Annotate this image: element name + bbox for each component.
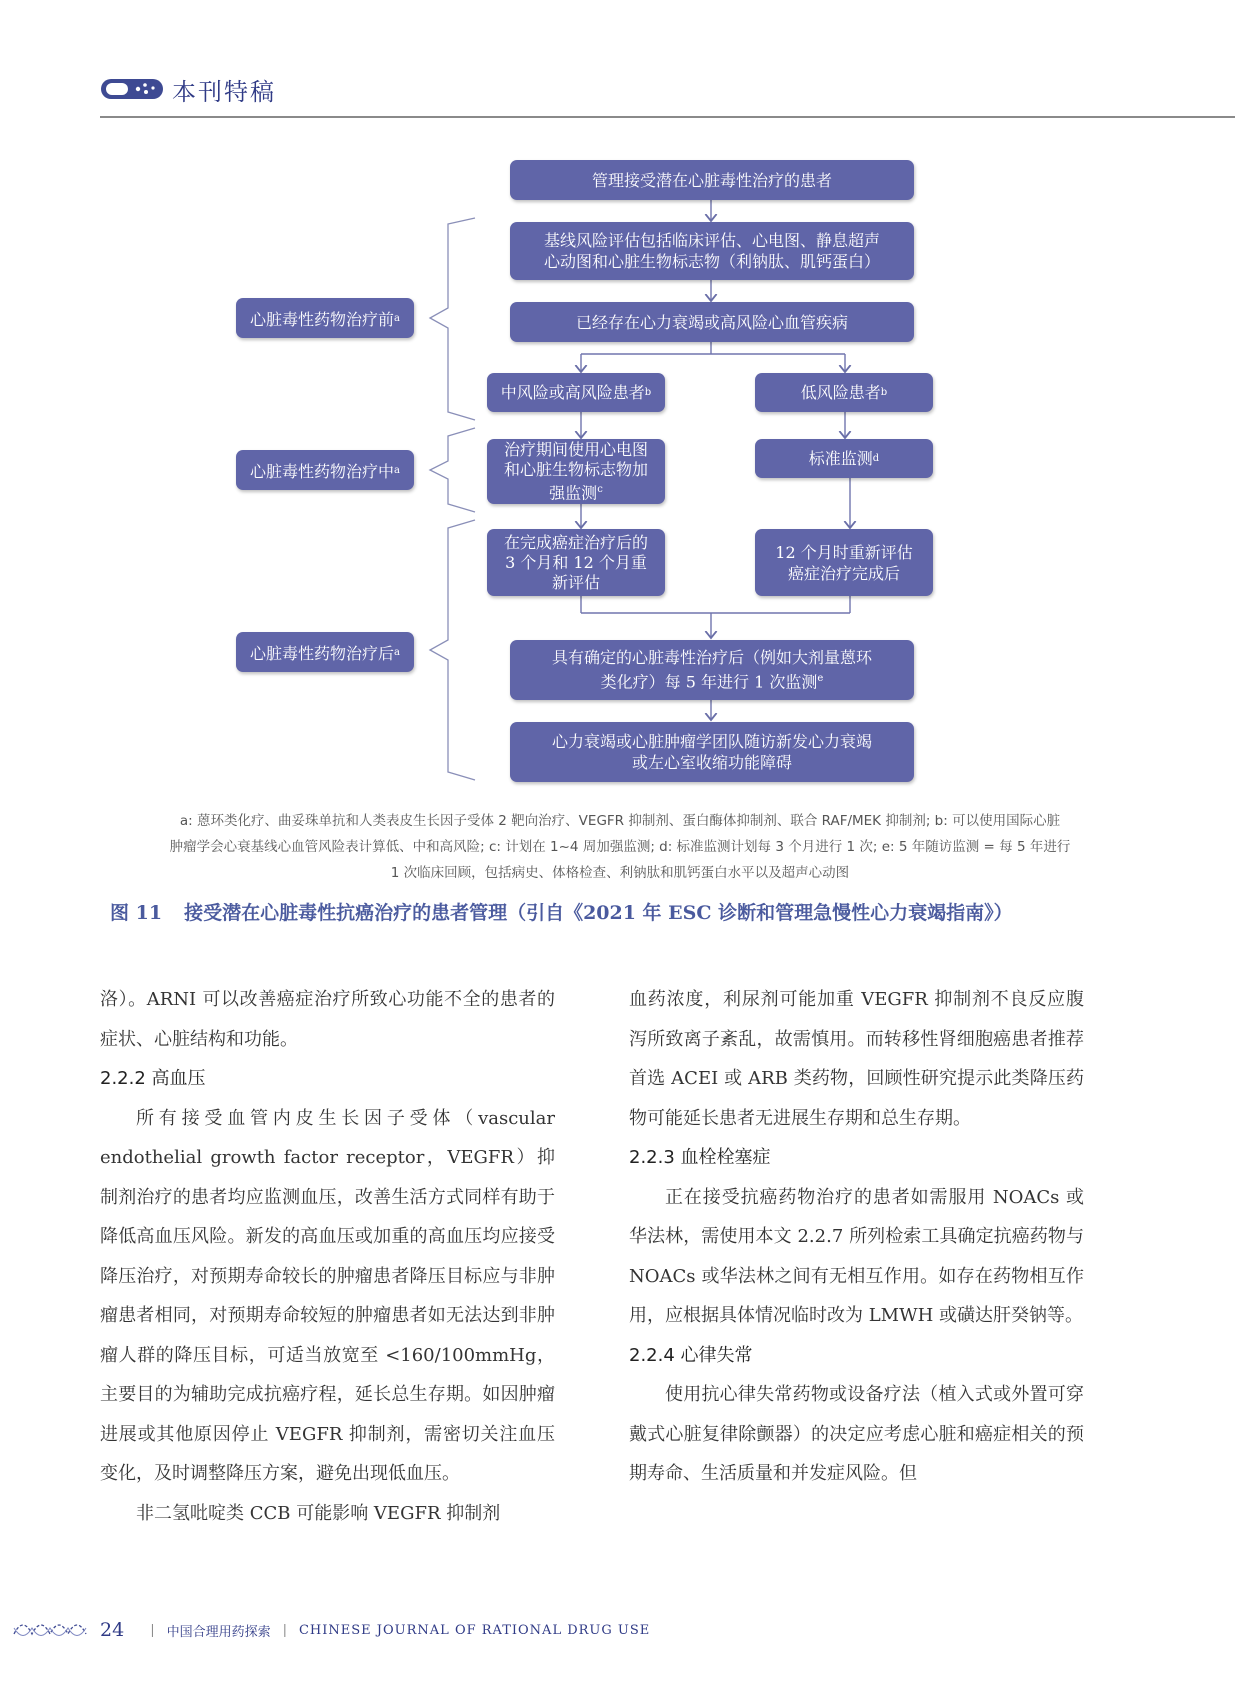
phase-after-label: 心脏毒性药物治疗后 a — [236, 632, 414, 672]
node-enhanced-monitoring: 治疗期间使用心电图 和心脏生物标志物加 强监测$^c$ — [487, 439, 665, 504]
paragraph: 血药浓度，利尿剂可能加重 VEGFR 抑制剂不良反应腹泻所致离子紊乱，故需慎用。而转移性肾细胞癌患者推荐首选 ACEI 或 ARB 类药物，回顾性研究提示此类降压药物可能延长患者无进展生存期和总生存期。 — [629, 989, 1084, 1129]
node-existing-hf: 已经存在心力衰竭或高风险心血管疾病 — [510, 302, 914, 342]
phase-after-sup: a — [394, 646, 400, 658]
figure-note-line-3: 1 次临床回顾，包括病史、体格检查、利钠肽和肌钙蛋白水平以及超声心动图 — [390, 865, 850, 881]
node-reassess-3-12-months: 在完成癌症治疗后的 3 个月和 12 个月重 新评估 — [487, 529, 665, 596]
paragraph: 洛）。ARNI 可以改善癌症治疗所致心功能不全的患者的症状、心脏结构和功能。 — [100, 989, 555, 1050]
paragraph: 正在接受抗癌药物治疗的患者如需服用 NOACs 或华法林，需使用本文 2.2.7 所列检索工具确定抗癌药物与 NOACs 或华法林之间有无相互作用。如存在药物相互作用，应根据具体情况临时改为 LMWH 或磺达肝癸钠等。 — [629, 1186, 1084, 1326]
node-manage-patients: 管理接受潜在心脏毒性治疗的患者 — [510, 160, 914, 200]
body-column-left — [100, 980, 555, 1533]
node-low-risk: 低风险患者 b — [755, 373, 933, 412]
footer-divider: | — [282, 1622, 287, 1638]
paragraph: 使用抗心律失常药物或设备疗法（植入式或外置可穿戴式心脏复律除颤器）的决定应考虑心脏和癌症相关的预期寿命、生活质量和并发症风险。但 — [629, 1384, 1084, 1484]
node-hf-team-followup: 心力衰竭或心脏肿瘤学团队随访新发心力衰竭 或左心室收缩功能障碍 — [510, 722, 914, 782]
page-number: 24 — [100, 1619, 125, 1641]
journal-name-en: CHINESE JOURNAL OF RATIONAL DRUG USE — [298, 1622, 651, 1638]
figure-note-line-1: a: 蒽环类化疗、曲妥珠单抗和人类表皮生长因子受体 2 靶向治疗、VEGFR 抑制剂、蛋白酶体抑制剂、联合 RAF/MEK 抑制剂; b: 可以使用国际心脏 — [179, 813, 1061, 829]
figure-number: 图 11 — [110, 902, 163, 924]
footer-divider: | — [150, 1622, 155, 1638]
section-heading-thromboembolism: 2.2.3 血栓栓塞症 — [629, 1147, 771, 1168]
wave-ornament-icon — [12, 1620, 92, 1640]
section-heading-hypertension: 2.2.2 高血压 — [100, 1068, 206, 1089]
figure-note — [100, 808, 1140, 886]
node-baseline-assessment: 基线风险评估包括临床评估、心电图、静息超声 心动图和心脏生物标志物（利钠肽、肌钙蛋白） — [510, 222, 914, 280]
node-medium-high-risk: 中风险或高风险患者 b — [487, 373, 665, 412]
section-title: 本刊特稿 — [172, 77, 276, 106]
figure-caption — [110, 898, 1013, 925]
body-column-right — [629, 980, 1084, 1494]
journal-name-cn: 中国合理用药探索 — [166, 1624, 271, 1640]
phase-during-label: 心脏毒性药物治疗中 a — [236, 450, 414, 490]
paragraph: 非二氢吡啶类 CCB 可能影响 VEGFR 抑制剂 — [136, 1502, 501, 1524]
phase-before-label: 心脏毒性药物治疗前 a — [236, 298, 414, 338]
node-five-year-monitoring: 具有确定的心脏毒性治疗后（例如大剂量蒽环 类化疗）每 5 年进行 1 次监测$^e$ — [510, 640, 914, 700]
node-reassess-12-months: 12 个月时重新评估 癌症治疗完成后 — [755, 529, 933, 596]
paragraph: 所有接受血管内皮生长因子受体（vascular endothelial growth factor receptor，VEGFR）抑制剂治疗的患者均应监测血压，改善生活方式同样有助于降低高血压风险。新发的高血压或加重的高血压均应接受降压治疗，对预期寿命较长的肿瘤患者降压目标应与非肿瘤患者相同，对预期寿命较短的肿瘤患者如无法达到非肿瘤人群的降压目标，可适当放宽至 <160/100mmHg，主要目的为辅助完成抗癌疗程，延长总生存期。如因肿瘤进展或其他原因停止 VEGFR 抑制剂，需密切关注血压变化，及时调整降压方案，避免出现低血压。 — [100, 1107, 555, 1484]
section-heading-arrhythmia: 2.2.4 心律失常 — [629, 1344, 753, 1366]
page-footer — [12, 1617, 650, 1643]
phase-during-sup: a — [394, 464, 400, 476]
node-standard-monitoring: 标准监测 d — [755, 439, 933, 478]
figure-note-line-2: 肿瘤学会心衰基线心血管风险表计算低、中和高风险; c: 计划在 1~4 周加强监测; d: 标准监测计划每 3 个月进行 1 次; e: 5 年随访监测 = 每 5 年进行 — [169, 839, 1071, 855]
figure-caption-text: 接受潜在心脏毒性抗癌治疗的患者管理（引自《2021 年 ESC 诊断和管理急慢性心力衰竭指南》） — [184, 902, 1013, 924]
